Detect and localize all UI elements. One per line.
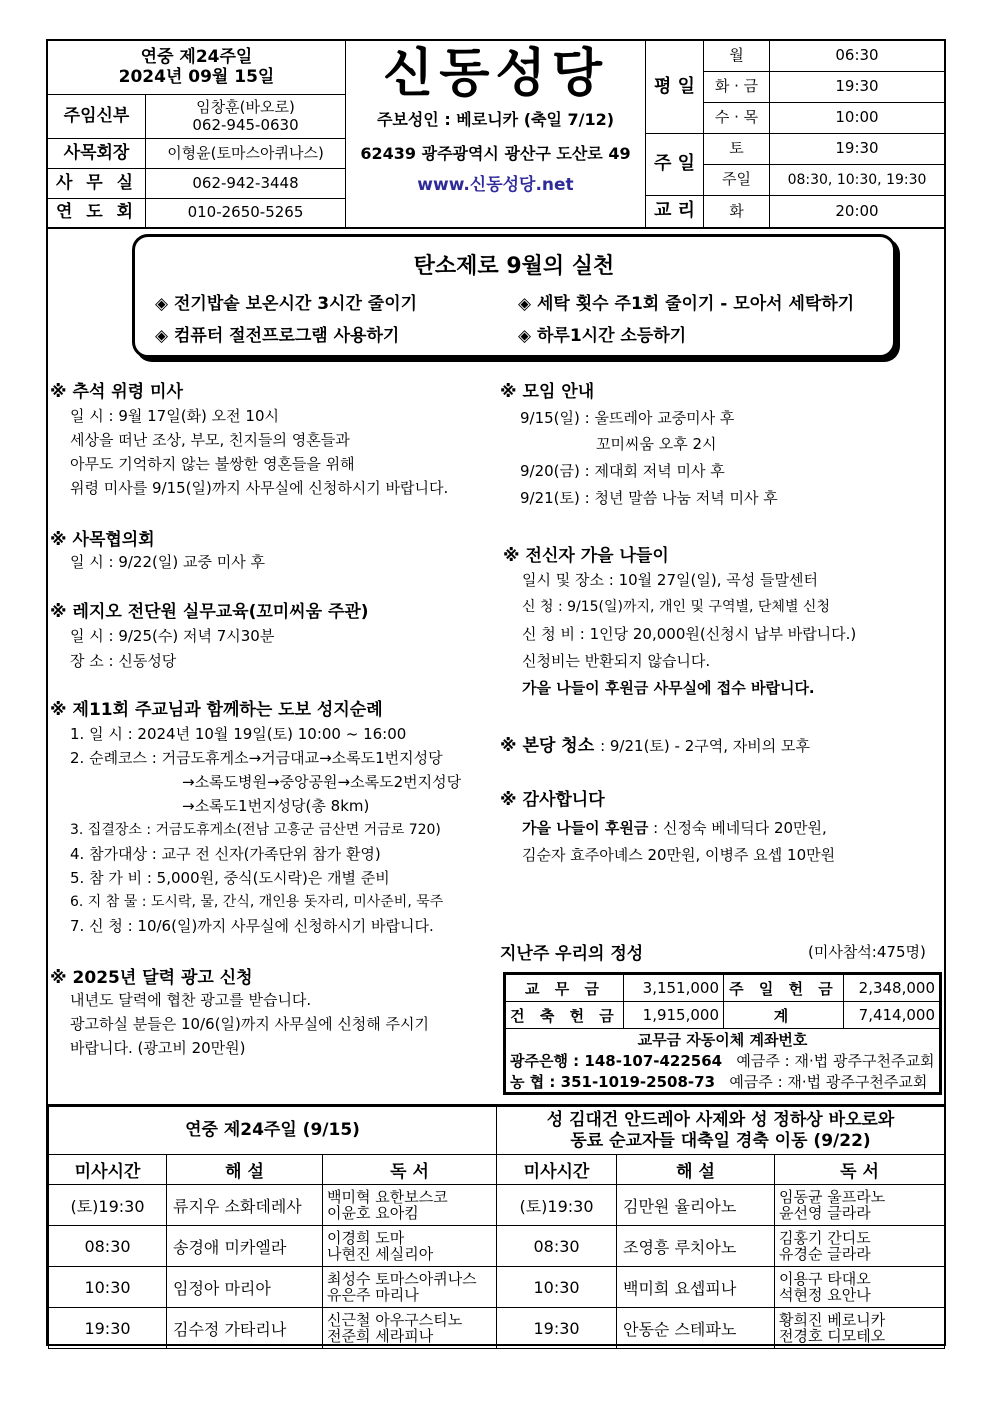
council-line: 일 시 : 9/22(일) 교중 미사 후 — [70, 553, 265, 571]
meetings-line: 9/21(토) : 청년 말씀 나눔 저녁 미사 후 — [520, 489, 778, 507]
commentator: 조영흥 루치아노 — [617, 1226, 775, 1267]
schedule-time: 20:00 — [835, 201, 879, 220]
council-label: 사목회장 — [48, 139, 146, 169]
schedule-time: 08:30, 10:30, 19:30 — [770, 165, 944, 196]
week-date-box — [48, 41, 346, 95]
seminar-phone: 010-2650-5265 — [146, 199, 346, 227]
col-commentary: 해 설 — [617, 1155, 775, 1185]
col-commentary: 해 설 — [167, 1155, 323, 1185]
mass-time: 08:30 — [49, 1226, 167, 1267]
reference-mark-icon: ※ — [503, 546, 520, 566]
section-pilgrimage-title: ※ 제11회 주교님과 함께하는 도보 성지순례 — [50, 700, 383, 720]
mass-time: 10:30 — [49, 1267, 167, 1308]
schedule-time: 19:30 — [770, 72, 944, 103]
schedule-time: 19:30 — [770, 134, 944, 165]
offering-value: 1,915,000 — [624, 1002, 724, 1029]
calendar-line: 내년도 달력에 협찬 광고를 받습니다. — [70, 991, 312, 1009]
reference-mark-icon: ※ — [500, 382, 517, 402]
readers-cell: 임동균 울프라노 윤선영 글라라 — [775, 1185, 945, 1226]
church-website[interactable]: www.신동성당.net — [417, 174, 574, 195]
offering-label: 건 축 헌 금 — [506, 1002, 624, 1029]
col-mass-time: 미사시간 — [497, 1155, 617, 1185]
commentator: 임정아 마리아 — [167, 1267, 323, 1308]
commentator: 김수정 가타리나 — [167, 1308, 323, 1349]
account-row: 광주은행 : 148-107-422564 예금주 : 재·법 광주구천주교회 — [510, 1052, 935, 1070]
pastor-phone: 062-945-0630 — [192, 115, 299, 134]
readers-cell: 이용구 타대오 석현정 요안나 — [775, 1267, 945, 1308]
offering-row — [506, 1002, 940, 1029]
attendance-count: (미사참석:475명) — [808, 943, 926, 961]
schedule-day: 수 · 목 — [704, 103, 770, 134]
thanks-line: 가을 나들이 후원금 : 신정숙 베네딕다 20만원, — [522, 819, 827, 837]
col-reading: 독 서 — [775, 1155, 945, 1185]
reference-mark-icon: ※ — [50, 968, 67, 988]
banner-item: ◈ 전기밥솥 보온시간 3시간 줄이기 — [155, 294, 418, 314]
banner-title: 탄소제로 9월의 실천 — [413, 254, 615, 279]
banner-item: ◈ 하루1시간 소등하기 — [518, 326, 687, 346]
catechism-label: 교 리 — [646, 196, 704, 227]
chuseok-line: 위령 미사를 9/15(일)까지 사무실에 신청하시기 바랍니다. — [70, 479, 449, 497]
pastor-box — [146, 95, 346, 139]
table-row — [49, 1185, 945, 1226]
schedule-day: 주일 — [704, 165, 770, 196]
readers-cell: 신근철 아우구스티노 전준희 세라피나 — [323, 1308, 497, 1349]
meetings-line: 9/20(금) : 제대회 저녁 미사 후 — [520, 462, 725, 480]
outing-line: 일시 및 장소 : 10월 27일(일), 곡성 들말센터 — [522, 571, 818, 589]
readers-table — [48, 1104, 944, 1349]
pilgrimage-line: 5. 참 가 비 : 5,000원, 중식(도시락)은 개별 준비 — [70, 869, 390, 887]
outing-line: 신 청 : 9/15(일)까지, 개인 및 구역별, 단체별 신청 — [522, 599, 830, 615]
offering-label: 주 일 헌 금 — [724, 975, 844, 1002]
calendar-line: 바랍니다. (광고비 20만원) — [70, 1039, 246, 1057]
schedule-time: 06:30 — [770, 41, 944, 72]
pilgrimage-line: →소록도병원→중앙공원→소록도2번지성당 — [182, 773, 462, 791]
account-row: 농 협 : 351-1019-2508-73 예금주 : 재·법 광주구천주교회 — [510, 1073, 928, 1091]
offering-value: 3,151,000 — [624, 975, 724, 1002]
pilgrimage-line: 4. 참가대상 : 교구 전 신자(가족단위 참가 환영) — [70, 845, 381, 863]
reference-mark-icon: ※ — [50, 530, 67, 550]
outing-line: 신 청 비 : 1인당 20,000원(신청시 납부 바랍니다.) — [522, 625, 857, 643]
mass-time: 19:30 — [497, 1308, 617, 1349]
offering-label: 교 무 금 — [506, 975, 624, 1002]
church-title-box — [346, 41, 646, 227]
pastor-label: 주임신부 — [48, 95, 146, 139]
pilgrimage-line: 7. 신 청 : 10/6(일)까지 사무실에 신청하시기 바랍니다. — [70, 917, 434, 935]
patron-saint: 주보성인 : 베로니카 (축일 7/12) — [376, 109, 615, 129]
commentator: 백미희 요셉피나 — [617, 1267, 775, 1308]
mass-time: 10:30 — [497, 1267, 617, 1308]
meetings-line: 9/15(일) : 울뜨레아 교중미사 후 — [520, 409, 735, 427]
church-name: 신동성당 — [383, 44, 608, 104]
section-chuseok-title: ※ 추석 위령 미사 — [50, 382, 183, 402]
banner-item: ◈ 세탁 횟수 주1회 줄이기 - 모아서 세탁하기 — [518, 294, 855, 314]
pilgrimage-line: 3. 집결장소 : 거금도휴게소(전남 고흥군 금산면 거금로 720) — [70, 822, 441, 838]
mass-time: (토)19:30 — [49, 1185, 167, 1226]
offering-label: 계 — [724, 1002, 844, 1029]
calendar-line: 광고하실 분들은 10/6(일)까지 사무실에 신청해 주시기 — [70, 1015, 430, 1033]
col-reading: 독 서 — [323, 1155, 497, 1185]
offering-title: 지난주 우리의 정성 — [500, 944, 644, 964]
bulletin-frame — [46, 39, 946, 1346]
schedule-day: 월 — [704, 41, 770, 72]
readers-cell: 김홍기 간디도 유경순 글라라 — [775, 1226, 945, 1267]
section-thanks-title: ※ 감사합니다 — [500, 790, 605, 810]
thanks-line: 김순자 효주아녜스 20만원, 이병주 요셉 10만원 — [522, 846, 836, 864]
mass-time: (토)19:30 — [497, 1185, 617, 1226]
pilgrimage-line: 1. 일 시 : 2024년 10월 19일(토) 10:00 ~ 16:00 — [70, 725, 407, 743]
readers-left-title: 연중 제24주일 (9/15) — [49, 1107, 497, 1155]
commentator: 송경애 미카엘라 — [167, 1226, 323, 1267]
council-name: 이형윤(토마스아퀴나스) — [146, 139, 346, 169]
schedule-day: 화 — [704, 196, 770, 227]
schedule-day: 화 · 금 — [704, 72, 770, 103]
chuseok-line: 일 시 : 9월 17일(화) 오전 10시 — [70, 407, 280, 425]
offering-table — [503, 972, 942, 1095]
readers-cell: 백미혁 요한보스코 이윤호 요아킴 — [323, 1185, 497, 1226]
col-mass-time: 미사시간 — [49, 1155, 167, 1185]
commentator: 안동순 스테파노 — [617, 1308, 775, 1349]
weekday-label: 평 일 — [646, 41, 704, 134]
legio-line: 일 시 : 9/25(수) 저녁 7시30분 — [70, 627, 275, 645]
readers-right-title: 성 김대건 안드레아 사제와 성 정하상 바오로와 동료 순교자들 대축일 경축 이동 (9/22) — [497, 1107, 945, 1155]
reference-mark-icon: ※ — [50, 700, 67, 720]
seminar-label: 연 도 회 — [48, 199, 146, 227]
office-label: 사 무 실 — [48, 169, 146, 199]
pastor-name: 임창훈(바오로) — [196, 98, 295, 117]
offering-row — [506, 975, 940, 1002]
section-council-title: ※ 사목협의회 — [50, 530, 155, 550]
section-outing-title: ※ 전신자 가을 나들이 — [503, 546, 669, 566]
schedule-time: 10:00 — [770, 103, 944, 134]
chuseok-line: 아무도 기억하지 않는 불쌍한 영혼들을 위해 — [70, 455, 355, 473]
reference-mark-icon: ※ — [50, 382, 67, 402]
readers-cell: 최성수 토마스아퀴나스 유은주 마리나 — [323, 1267, 497, 1308]
church-address: 62439 광주광역시 광산구 도산로 49 — [360, 144, 631, 164]
section-calendar-title: ※ 2025년 달력 광고 신청 — [50, 968, 253, 988]
section-cleaning: ※ 본당 청소 : 9/21(토) - 2구역, 자비의 모후 — [500, 736, 810, 756]
header — [48, 41, 944, 229]
mass-time: 08:30 — [497, 1226, 617, 1267]
offering-value: 2,348,000 — [844, 975, 940, 1002]
chuseok-line: 세상을 떠난 조상, 부모, 친지들의 영혼들과 — [70, 431, 350, 449]
week-label: 연중 제24주일 — [140, 46, 253, 67]
readers-cell: 황희진 베로니카 전경호 디모테오 — [775, 1308, 945, 1349]
pilgrimage-line: 6. 지 참 물 : 도시락, 물, 간식, 개인용 돗자리, 미사준비, 묵주 — [70, 894, 444, 910]
account-title: 교무금 자동이체 계좌번호 — [637, 1031, 808, 1049]
outing-line: 가을 나들이 후원금 사무실에 접수 바랍니다. — [522, 679, 815, 697]
outing-line: 신청비는 반환되지 않습니다. — [522, 652, 711, 670]
offering-value: 7,414,000 — [844, 1002, 940, 1029]
office-phone: 062-942-3448 — [146, 169, 346, 199]
reference-mark-icon: ※ — [500, 736, 517, 756]
carbon-zero-banner — [132, 234, 896, 358]
table-row — [49, 1308, 945, 1349]
sunday-label: 주 일 — [646, 134, 704, 196]
readers-cell: 이경희 도마 나현진 세실리아 — [323, 1226, 497, 1267]
date-label: 2024년 09월 15일 — [118, 66, 275, 87]
meetings-line: 꼬미씨움 오후 2시 — [596, 435, 717, 453]
reference-mark-icon: ※ — [500, 790, 517, 810]
legio-line: 장 소 : 신동성당 — [70, 652, 177, 670]
schedule-day: 토 — [704, 134, 770, 165]
section-meetings-title: ※ 모임 안내 — [500, 382, 595, 402]
pilgrimage-line: 2. 순례코스 : 거금도휴게소→거금대교→소록도1번지성당 — [70, 749, 443, 767]
section-legio-title: ※ 레지오 전단원 실무교육(꼬미씨움 주관) — [50, 602, 369, 622]
mass-time: 19:30 — [49, 1308, 167, 1349]
pilgrimage-line: →소록도1번지성당(총 8km) — [182, 797, 370, 815]
commentator: 류지우 소화데레사 — [167, 1185, 323, 1226]
account-info — [506, 1029, 940, 1093]
commentator: 김만원 율리아노 — [617, 1185, 775, 1226]
table-row — [49, 1226, 945, 1267]
reference-mark-icon: ※ — [50, 602, 67, 622]
banner-item: ◈ 컴퓨터 절전프로그램 사용하기 — [155, 326, 400, 346]
table-row — [49, 1267, 945, 1308]
